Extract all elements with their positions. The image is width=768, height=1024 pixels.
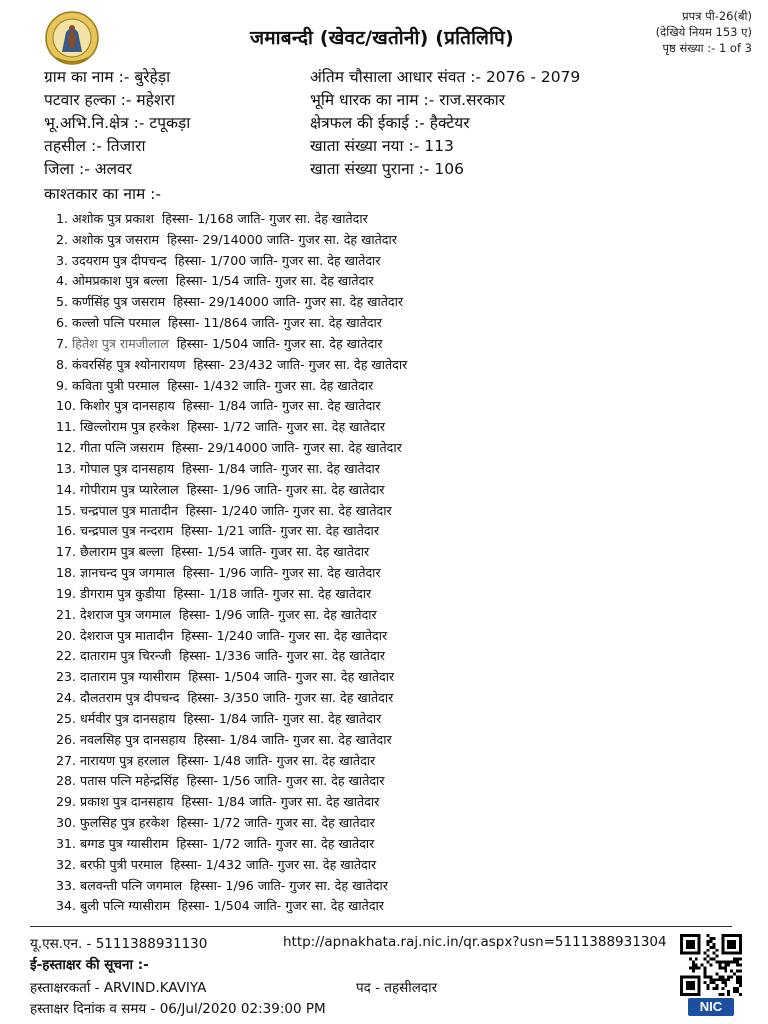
owner-share: हिस्सा- 1/72 जाति- गुजर सा. देह खातेदार xyxy=(176,835,375,851)
owner-row xyxy=(56,688,407,709)
owner-share: हिस्सा- 3/350 जाति- गुजर सा. देह खातेदार xyxy=(187,690,394,706)
owner-row xyxy=(56,792,407,813)
owner-number: 11. xyxy=(56,419,77,435)
owner-row xyxy=(56,709,407,730)
owner-name: कंवरसिंह पुत्र श्योनारायण xyxy=(72,356,186,372)
owner-row xyxy=(56,251,407,272)
owner-share: हिस्सा- 1/240 जाति- गुजर सा. देह खातेदार xyxy=(181,627,388,643)
owner-number: 22. xyxy=(56,648,77,664)
owner-name: गीता पत्नि जसराम xyxy=(80,440,164,456)
owner-share: हिस्सा- 1/84 जाति- गुजर सा. देह खातेदार xyxy=(193,731,392,747)
owner-row xyxy=(56,480,407,501)
info-right-column xyxy=(310,66,580,181)
owner-number: 15. xyxy=(56,502,77,518)
owner-share: हिस्सा- 29/14000 जाति- गुजर सा. देह खातेदार xyxy=(173,294,404,310)
owners-list xyxy=(56,209,407,917)
owner-share: हिस्सा- 1/84 जाति- गुजर सा. देह खातेदार xyxy=(182,460,380,476)
owner-name: बरफी पुत्री परमाल xyxy=(80,856,163,872)
owner-number: 2. xyxy=(56,231,69,247)
owner-name: फुलसिह पुत्र हरकेश xyxy=(80,815,169,831)
owner-number: 6. xyxy=(56,315,69,331)
owner-share: हिस्सा- 1/56 जाति- गुजर सा. देह खातेदार xyxy=(186,773,385,789)
owner-share: हिस्सा- 29/14000 जाति- गुजर सा. देह खातेदार xyxy=(171,440,402,456)
owner-row xyxy=(56,771,407,792)
owner-name: खिल्लोराम पुत्र हरकेश xyxy=(80,419,180,435)
owner-name: छैलाराम पुत्र बल्ला xyxy=(80,544,164,560)
owner-name: दाताराम पुत्र चिरन्जी xyxy=(80,648,172,664)
owner-row xyxy=(56,521,407,542)
owner-share: हिस्सा- 23/432 जाति- गुजर सा. देह खातेदार xyxy=(193,356,408,372)
owner-number: 29. xyxy=(56,794,77,810)
owner-share: हिस्सा- 1/432 जाति- गुजर सा. देह खातेदार xyxy=(167,377,374,393)
owner-number: 12. xyxy=(56,440,77,456)
owner-name: कर्णसिंह पुत्र जसराम xyxy=(72,294,166,310)
owner-number: 24. xyxy=(56,690,77,706)
signer-designation: पद - तहसीलदार xyxy=(356,980,438,996)
owner-row xyxy=(56,813,407,834)
owner-number: 30. xyxy=(56,815,77,831)
form-number: प्रपत्र पी-26(बी) xyxy=(682,9,752,23)
owner-row xyxy=(56,313,407,334)
owner-number: 27. xyxy=(56,752,77,768)
owner-name: पतास पत्नि महेन्द्रसिंह xyxy=(80,773,179,789)
owner-row xyxy=(56,459,407,480)
qr-code-icon xyxy=(680,934,742,996)
owner-row xyxy=(56,876,407,897)
owner-row xyxy=(56,563,407,584)
usn-number: यू.एस.एन. - 5111388931130 xyxy=(30,936,208,952)
footer-divider xyxy=(30,926,732,927)
owner-number: 20. xyxy=(56,627,77,643)
owner-number: 8. xyxy=(56,356,69,372)
rule-reference: (देखिये नियम 153 ए) xyxy=(655,25,752,39)
owner-number: 5. xyxy=(56,294,69,310)
owner-share: हिस्सा- 1/21 जाति- गुजर सा. देह खातेदार xyxy=(181,523,379,539)
owner-name: उदयराम पुत्र दीपचन्द xyxy=(72,252,167,268)
owner-row xyxy=(56,834,407,855)
owner-row xyxy=(56,396,407,417)
owner-number: 16. xyxy=(56,523,77,539)
owner-row xyxy=(56,855,407,876)
rajasthan-emblem-logo xyxy=(44,8,100,70)
owner-share: हिस्सा- 1/72 जाति- गुजर सा. देह खातेदार xyxy=(176,815,375,831)
owner-row xyxy=(56,751,407,772)
owner-share: हिस्सा- 1/96 जाति- गुजर सा. देह खातेदार xyxy=(190,877,388,893)
owner-row xyxy=(56,355,407,376)
owner-row xyxy=(56,271,407,292)
owner-number: 34. xyxy=(56,898,77,914)
cultivators-label: काश्तकार का नाम :- xyxy=(44,185,162,203)
owner-row xyxy=(56,646,407,667)
tehsil: तहसील :- तिजारा xyxy=(44,137,146,155)
owner-name: नवलसिह पुत्र दानसहाय xyxy=(80,731,186,747)
patwar-circle: पटवार हल्का :- महेशरा xyxy=(44,91,175,109)
signer-name: हस्ताक्षरकर्ता - ARVIND.KAVIYA xyxy=(30,980,207,996)
owner-share: हिस्सा- 1/336 जाति- गुजर सा. देह खातेदार xyxy=(179,648,386,664)
owner-number: 19. xyxy=(56,585,77,601)
owner-share: हिस्सा- 1/700 जाति- गुजर सा. देह खातेदार xyxy=(174,252,381,268)
owner-share: हिस्सा- 11/864 जाति- गुजर सा. देह खातेदार xyxy=(168,315,382,331)
owner-row xyxy=(56,376,407,397)
owner-row xyxy=(56,501,407,522)
owner-row xyxy=(56,292,407,313)
owner-share: हिस्सा- 1/504 जाति- गुजर सा. देह खातेदार xyxy=(178,898,384,914)
owner-share: हिस्सा- 1/48 जाति- गुजर सा. देह खातेदार xyxy=(177,752,376,768)
land-records-area: भू.अभि.नि.क्षेत्र :- टपूकड़ा xyxy=(44,114,191,132)
owner-row xyxy=(56,542,407,563)
owner-name: प्रकाश पुत्र दानसहाय xyxy=(80,794,174,810)
owner-name: देशराज पुत्र जगमाल xyxy=(80,606,171,622)
owner-share: हिस्सा- 1/168 जाति- गुजर सा. देह खातेदार xyxy=(161,211,368,226)
owner-number: 13. xyxy=(56,460,77,476)
owner-share: हिस्सा- 1/432 जाति- गुजर सा. देह खातेदार xyxy=(170,856,377,872)
form-reference xyxy=(656,8,752,56)
owner-name: कल्लो पत्नि परमाल xyxy=(72,315,161,331)
sign-datetime: हस्ताक्षर दिनांक व समय - 06/Jul/2020 02:39:00 PM xyxy=(30,1001,326,1017)
owner-number: 32. xyxy=(56,856,77,872)
owner-number: 23. xyxy=(56,669,77,685)
owner-number: 25. xyxy=(56,710,77,726)
chausala-samvat: अंतिम चौसाला आधार संवत :- 2076 - 2079 xyxy=(310,68,581,86)
owner-name: अशोक पुत्र जसराम xyxy=(72,231,160,247)
owner-row xyxy=(56,896,407,917)
village-name: ग्राम का नाम :- बुरेहेड़ा xyxy=(44,68,171,86)
owner-row xyxy=(56,230,407,251)
owner-name: दौलतराम पुत्र दीपचन्द xyxy=(80,690,180,706)
page-number: पृष्ठ संख्या :- 1 of 3 xyxy=(662,41,752,55)
owner-share: हिस्सा- 1/84 जाति- गुजर सा. देह खातेदार xyxy=(181,794,380,810)
nic-logo: NIC xyxy=(688,998,734,1016)
esign-heading: ई-हस्ताक्षर की सूचना :- xyxy=(30,957,149,973)
owner-name: गोपीराम पुत्र प्यारेलाल xyxy=(80,481,179,497)
owner-number: 10. xyxy=(56,398,77,414)
owner-number: 4. xyxy=(56,273,69,289)
owner-share: हिस्सा- 1/84 जाति- गुजर सा. देह खातेदार xyxy=(182,398,381,414)
owner-name: चन्द्रपाल पुत्र मातादीन xyxy=(80,502,178,518)
owner-row xyxy=(56,438,407,459)
owner-row xyxy=(56,209,407,230)
owner-name: कविता पुत्री परमाल xyxy=(72,377,160,393)
owner-share: हिस्सा- 1/96 जाति- गुजर सा. देह खातेदार xyxy=(186,481,385,497)
owner-name: बुली पत्नि ग्यासीराम xyxy=(80,898,171,914)
owner-share: हिस्सा- 29/14000 जाति- गुजर सा. देह खातेदार xyxy=(167,231,397,247)
owner-share: हिस्सा- 1/96 जाति- गुजर सा. देह खातेदार xyxy=(178,606,377,622)
owner-row xyxy=(56,626,407,647)
owner-name: बग्गड पुत्र ग्यासीराम xyxy=(80,835,169,851)
owner-share: हिस्सा- 1/504 जाति- गुजर सा. देह खातेदार xyxy=(176,335,383,351)
khata-number-new: खाता संख्या नया :- 113 xyxy=(310,137,454,155)
owner-name: देशराज पुत्र मातादीन xyxy=(80,627,174,643)
owner-number: 14. xyxy=(56,481,77,497)
owner-number: 31. xyxy=(56,835,77,851)
owner-number: 7. xyxy=(56,335,69,351)
owner-row xyxy=(56,417,407,438)
owner-share: हिस्सा- 1/240 जाति- गुजर सा. देह खातेदार xyxy=(185,502,392,518)
owner-number: 17. xyxy=(56,544,77,560)
owner-share: हिस्सा- 1/504 जाति- गुजर सा. देह खातेदार xyxy=(188,669,395,685)
owner-name: ओमप्रकाश पुत्र बल्ला xyxy=(72,273,168,289)
area-unit: क्षेत्रफल की ईकाई :- हैक्टेयर xyxy=(310,114,470,132)
owner-number: 33. xyxy=(56,877,77,893)
owner-name: दाताराम पुत्र ग्यासीराम xyxy=(80,669,181,685)
owner-name: धर्मवीर पुत्र दानसहाय xyxy=(80,710,176,726)
owner-row xyxy=(56,605,407,626)
owner-name: किशोर पुत्र दानसहाय xyxy=(80,398,175,414)
owner-share: हिस्सा- 1/96 जाति- गुजर सा. देह खातेदार xyxy=(182,565,381,581)
owner-share: हिस्सा- 1/54 जाति- गुजर सा. देह खातेदार xyxy=(171,544,370,560)
owner-number: 18. xyxy=(56,565,77,581)
owner-name: नारायण पुत्र हरलाल xyxy=(80,752,170,768)
land-holder-name: भूमि धारक का नाम :- राज.सरकार xyxy=(310,91,506,109)
owner-row xyxy=(56,584,407,605)
owner-name: अशोक पुत्र प्रकाश xyxy=(72,211,154,226)
owner-row xyxy=(56,730,407,751)
owner-share: हिस्सा- 1/72 जाति- गुजर सा. देह खातेदार xyxy=(187,419,385,435)
owner-name: हितेश पुत्र रामजीलाल xyxy=(72,335,169,351)
owner-number: 26. xyxy=(56,731,77,747)
district: जिला :- अलवर xyxy=(44,160,133,178)
owner-row xyxy=(56,334,407,355)
owner-share: हिस्सा- 1/54 जाति- गुजर सा. देह खातेदार xyxy=(175,273,374,289)
khata-number-old: खाता संख्या पुराना :- 106 xyxy=(310,160,464,178)
owner-share: हिस्सा- 1/84 जाति- गुजर सा. देह खातेदार xyxy=(183,710,382,726)
owner-name: बलवन्ती पत्नि जगमाल xyxy=(80,877,183,893)
owner-name: चन्द्रपाल पुत्र नन्दराम xyxy=(80,523,174,539)
page-title: जमाबन्दी (खेवट/खतोनी) (प्रतिलिपि) xyxy=(250,27,514,49)
owner-number: 9. xyxy=(56,377,69,393)
qr-url-link[interactable]: http://apnakhata.raj.nic.in/qr.aspx?usn=5111388931304 xyxy=(283,934,667,950)
owner-row xyxy=(56,667,407,688)
owner-number: 1. xyxy=(56,211,69,226)
owner-name: गोपाल पुत्र दानसहाय xyxy=(80,460,175,476)
owner-number: 21. xyxy=(56,606,77,622)
info-left-column xyxy=(44,66,190,181)
owner-name: डीगराम पुत्र कुडीया xyxy=(80,585,166,601)
owner-share: हिस्सा- 1/18 जाति- गुजर सा. देह खातेदार xyxy=(173,585,372,601)
owner-name: ज्ञानचन्द पुत्र जगमाल xyxy=(80,565,175,581)
owner-number: 3. xyxy=(56,252,69,268)
owner-number: 28. xyxy=(56,773,77,789)
